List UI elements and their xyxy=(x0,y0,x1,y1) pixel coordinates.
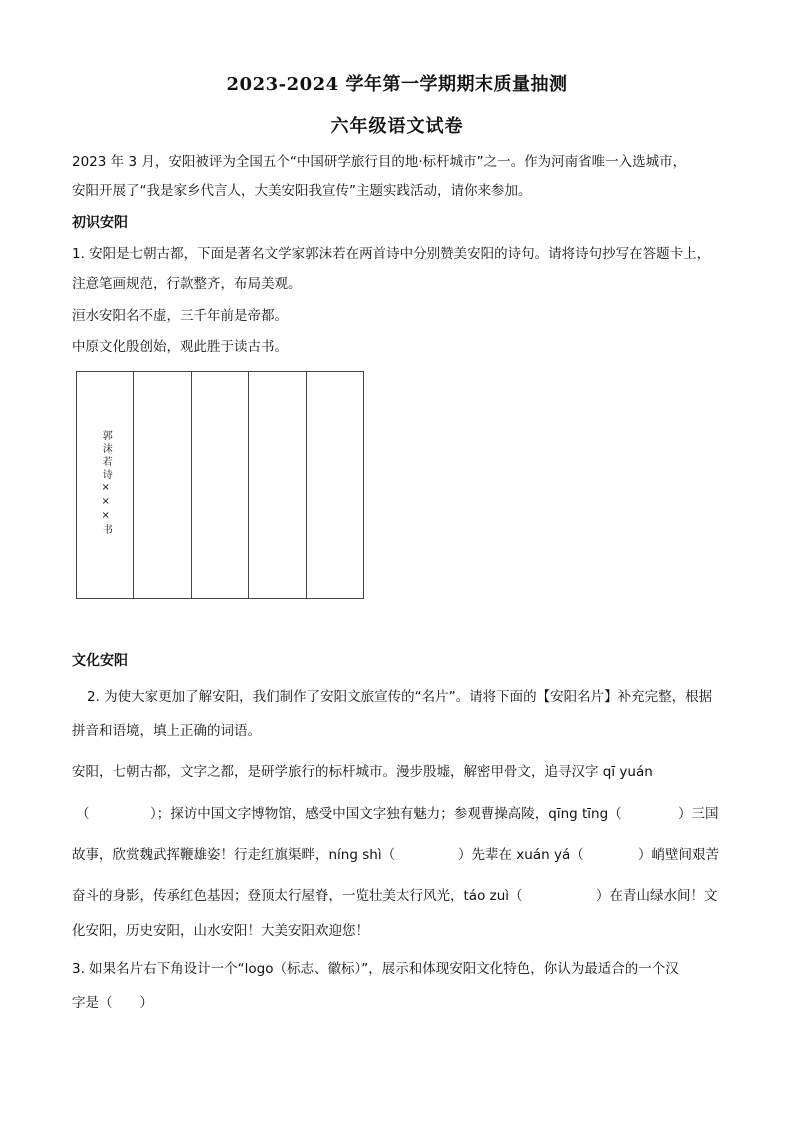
card-line-3-end: ）峭壁间艰苦 xyxy=(638,847,719,863)
card-line-4-start: 奋斗的身影，传承红色基因；登顶太行屋脊，一览壮美太行风光，táo zuì（ xyxy=(72,888,523,904)
grid-column-signature xyxy=(77,372,133,598)
question-1-line-2: 注意笔画规范，行款整齐，布局美观。 xyxy=(72,276,302,292)
question-3-line-2: 字是（ ） xyxy=(72,995,153,1011)
intro-line-1: 2023 年 3 月，安阳被评为全国五个“中国研学旅行目的地·标杆城市”之一。作为河南省唯一入选城市， xyxy=(72,154,687,170)
card-line-2-open: （ xyxy=(76,806,90,822)
card-line-5: 化安阳，历史安阳，山水安阳！大美安阳欢迎您！ xyxy=(72,923,369,939)
section-heading-1: 初识安阳 xyxy=(72,215,128,231)
grid-column xyxy=(248,372,305,598)
grid-column xyxy=(306,372,363,598)
poem-line-1: 洹水安阳名不虚，三千年前是帝都。 xyxy=(72,308,288,324)
grid-column xyxy=(133,372,190,598)
card-line-4-end: ）在青山绿水间！文 xyxy=(596,888,718,904)
section-heading-2: 文化安阳 xyxy=(72,653,128,669)
question-3-line-1: 3. 如果名片右下角设计一个“logo（标志、徽标）”，展示和体现安阳文化特色，你认为最适合的一个汉 xyxy=(72,961,679,977)
poem-line-2: 中原文化殷创始，观此胜于读古书。 xyxy=(72,339,288,355)
card-line-2-end: ）三国 xyxy=(678,806,719,822)
exam-title: 2023-2024 学年第一学期期末质量抽测 xyxy=(226,74,568,95)
intro-line-2: 安阳开展了“我是家乡代言人，大美安阳我宣传”主题实践活动，请你来参加。 xyxy=(72,183,532,199)
question-2-line-1: 2. 为使大家更加了解安阳，我们制作了安阳文旅宣传的“名片”。请将下面的【安阳名片】补充完整，根据 xyxy=(87,689,713,705)
grid-signature-text: 郭沫若诗×××书 xyxy=(100,430,112,537)
grid-column xyxy=(191,372,248,598)
card-line-3-start: 故事，欣赏魏武挥鞭雄姿！行走红旗渠畔，níng shì（ xyxy=(72,847,396,863)
calligraphy-grid xyxy=(76,371,364,599)
question-1-line-1: 1. 安阳是七朝古都，下面是著名文学家郭沫若在两首诗中分别赞美安阳的诗句。请将诗句抄写在答题卡上， xyxy=(72,246,711,262)
card-line-2-middle: ）；探访中国文字博物馆，感受中国文字独有魅力；参观曹操高陵，qīng tīng（ xyxy=(150,806,622,822)
question-2-line-2: 拼音和语境，填上正确的词语。 xyxy=(72,723,261,739)
card-line-1: 安阳，七朝古都，文字之都，是研学旅行的标杆城市。漫步殷墟，解密甲骨文，追寻汉字 qī yuán xyxy=(72,764,653,780)
exam-subtitle: 六年级语文试卷 xyxy=(330,116,464,137)
card-line-3-middle: ）先辈在 xuán yá（ xyxy=(458,847,584,863)
